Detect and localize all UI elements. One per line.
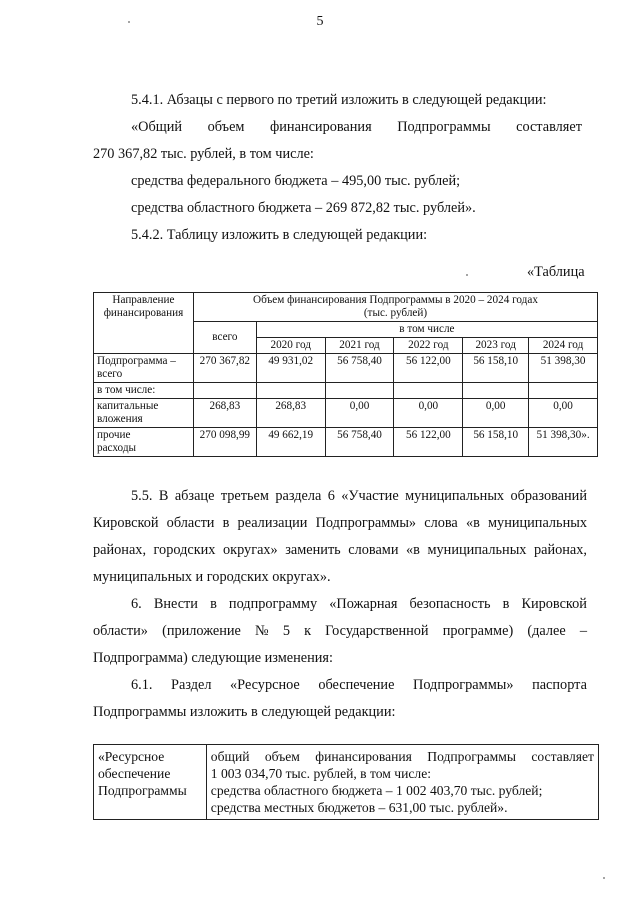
scan-speck	[466, 274, 468, 276]
word: области	[166, 515, 215, 531]
cell-total: 270 098,99	[193, 428, 256, 457]
word: (приложение	[162, 623, 241, 639]
word: «Пожарная	[329, 596, 398, 612]
word: к	[304, 623, 312, 639]
row-label: капитальные вложения	[94, 399, 194, 428]
cell-value: 0,00	[394, 399, 463, 428]
cell-value: 56 122,00	[394, 354, 463, 383]
table-row	[94, 399, 598, 428]
row-label: прочие расходы	[94, 428, 194, 457]
word: составляет	[531, 749, 594, 764]
word: Государственной	[325, 623, 429, 639]
word: в	[222, 515, 230, 531]
word: Внести	[153, 596, 198, 612]
paragraph-5-5-line-3	[93, 541, 587, 559]
paragraph-5-5-line-4: муниципальных и городских округах».	[93, 569, 331, 585]
word: Кировской	[521, 596, 587, 612]
word: в	[502, 596, 510, 612]
cell-value: 56 122,00	[394, 428, 463, 457]
header-direction: Направление финансирования	[94, 293, 194, 354]
word: 6.	[131, 596, 142, 612]
header-year: 2020 год	[256, 338, 325, 354]
page-number: 5	[316, 14, 324, 29]
cell-value: 0,00	[529, 399, 598, 428]
regional-budget-line: средства областного бюджета – 269 872,82 тыс. рублей».	[131, 200, 476, 216]
word: 5	[282, 623, 290, 639]
word: абзаце	[174, 488, 215, 504]
word: слова	[424, 515, 458, 531]
funding-table	[93, 292, 598, 457]
paragraph-5-4-1: 5.4.1. Абзацы с первого по третий изложить в следующей редакции:	[131, 92, 547, 108]
word: подпрограмму	[228, 596, 318, 612]
table-row	[94, 354, 598, 383]
word: финансирования	[270, 119, 372, 135]
paragraph-6-line-1	[131, 595, 587, 613]
word: третьем	[220, 488, 269, 504]
cell-total: 268,83	[193, 399, 256, 428]
word: районах,	[533, 542, 587, 558]
paragraph-5-5-line-1	[131, 487, 587, 505]
paragraph-6-line-2	[93, 622, 587, 640]
table-row	[94, 383, 598, 399]
word: городских	[153, 542, 216, 558]
word: 6.1.	[131, 677, 153, 693]
cell-total	[193, 383, 256, 399]
table-caption: «Таблица	[527, 264, 585, 280]
paragraph-6-line-3: Подпрограмма) следующие изменения:	[93, 650, 333, 666]
paragraph-6-1-line-2: Подпрограммы изложить в следующей редакции:	[93, 704, 396, 720]
word: образований	[510, 488, 587, 504]
header-year: 2021 год	[325, 338, 394, 354]
row-label: в том числе:	[94, 383, 194, 399]
header-year: 2022 год	[394, 338, 463, 354]
word: «в	[465, 515, 480, 531]
word: Раздел	[171, 677, 212, 693]
word: обеспечение	[318, 677, 395, 693]
scan-speck	[603, 877, 605, 879]
word: В	[158, 488, 169, 504]
header-volume: Объем финансирования Подпрограммы в 2020 – 2024 годах (тыс. рублей)	[193, 293, 597, 322]
cell-value	[529, 383, 598, 399]
cell-total: 270 367,82	[193, 354, 256, 383]
table-header-row	[94, 293, 598, 322]
cell-value	[256, 383, 325, 399]
cell-value: 56 758,40	[325, 428, 394, 457]
word: заменить	[285, 542, 341, 558]
word: «Участие	[341, 488, 399, 504]
paragraph-5-4-2: 5.4.2. Таблицу изложить в следующей редакции:	[131, 227, 428, 243]
word: (далее	[527, 623, 566, 639]
cell-value: 49 662,19	[256, 428, 325, 457]
cell-value: 56 158,10	[463, 428, 529, 457]
header-year: 2024 год	[529, 338, 598, 354]
table-row	[94, 428, 598, 457]
resource-value-line-1	[211, 748, 594, 765]
word: муниципальных	[405, 488, 505, 504]
word: финансирования	[315, 749, 412, 764]
quote-line-1	[131, 118, 582, 136]
word: «в	[406, 542, 420, 558]
federal-budget-line: средства федерального бюджета – 495,00 тыс. рублей;	[131, 173, 461, 189]
word: объем	[264, 749, 300, 764]
word: составляет	[516, 119, 582, 135]
header-total: всего	[193, 322, 256, 354]
cell-value	[325, 383, 394, 399]
paragraph-5-5-line-2	[93, 514, 587, 532]
cell-value: 0,00	[463, 399, 529, 428]
word: словами	[348, 542, 399, 558]
word: –	[579, 623, 587, 639]
word: раздела	[275, 488, 322, 504]
quote-line-2: 270 367,82 тыс. рублей, в том числе:	[93, 146, 314, 162]
word: Кировской	[93, 515, 159, 531]
word: области»	[93, 623, 148, 639]
cell-value: 49 931,02	[256, 354, 325, 383]
cell-value: 268,83	[256, 399, 325, 428]
word: объем	[207, 119, 245, 135]
word: в	[210, 596, 217, 612]
cell-value: 0,00	[325, 399, 394, 428]
table-row	[94, 745, 599, 820]
word: муниципальных	[427, 542, 527, 558]
word: Подпрограммы»	[413, 677, 514, 693]
word: «Ресурсное	[230, 677, 300, 693]
word: «Общий	[131, 119, 183, 135]
word: муниципальных	[488, 515, 587, 531]
paragraph-6-1-line-1	[131, 676, 587, 694]
word: Подпрограммы	[427, 749, 517, 764]
cell-value	[463, 383, 529, 399]
cell-value	[394, 383, 463, 399]
word: программе)	[442, 623, 514, 639]
scan-speck	[128, 21, 130, 23]
resource-table	[93, 744, 599, 820]
row-label: Подпрограмма – всего	[94, 354, 194, 383]
word: реализации	[237, 515, 308, 531]
cell-value: 51 398,30».	[529, 428, 598, 457]
word: округах»	[223, 542, 278, 558]
resource-label-cell: «Ресурсное обеспечение Подпрограммы	[94, 745, 207, 820]
header-including: в том числе	[256, 322, 597, 338]
word: 6	[327, 488, 335, 504]
word: 5.5.	[131, 488, 153, 504]
cell-value: 56 158,10	[463, 354, 529, 383]
header-year: 2023 год	[463, 338, 529, 354]
word: Подпрограммы	[397, 119, 491, 135]
word: общий	[210, 749, 250, 764]
word: Подпрограммы»	[315, 515, 417, 531]
word: паспорта	[532, 677, 587, 693]
word: №	[255, 623, 269, 639]
cell-value: 56 758,40	[325, 354, 394, 383]
word: безопасность	[409, 596, 491, 612]
resource-value-cell: общий объем финансирования Подпрограммы составляет 1 003 034,70 тыс. рублей, в том числе: средства областного бюджета – 1 002 403,70 тыс. рублей; средства местных бюджетов – 631,00 тыс. рублей».	[206, 745, 598, 820]
word: районах,	[93, 542, 147, 558]
cell-value: 51 398,30	[529, 354, 598, 383]
